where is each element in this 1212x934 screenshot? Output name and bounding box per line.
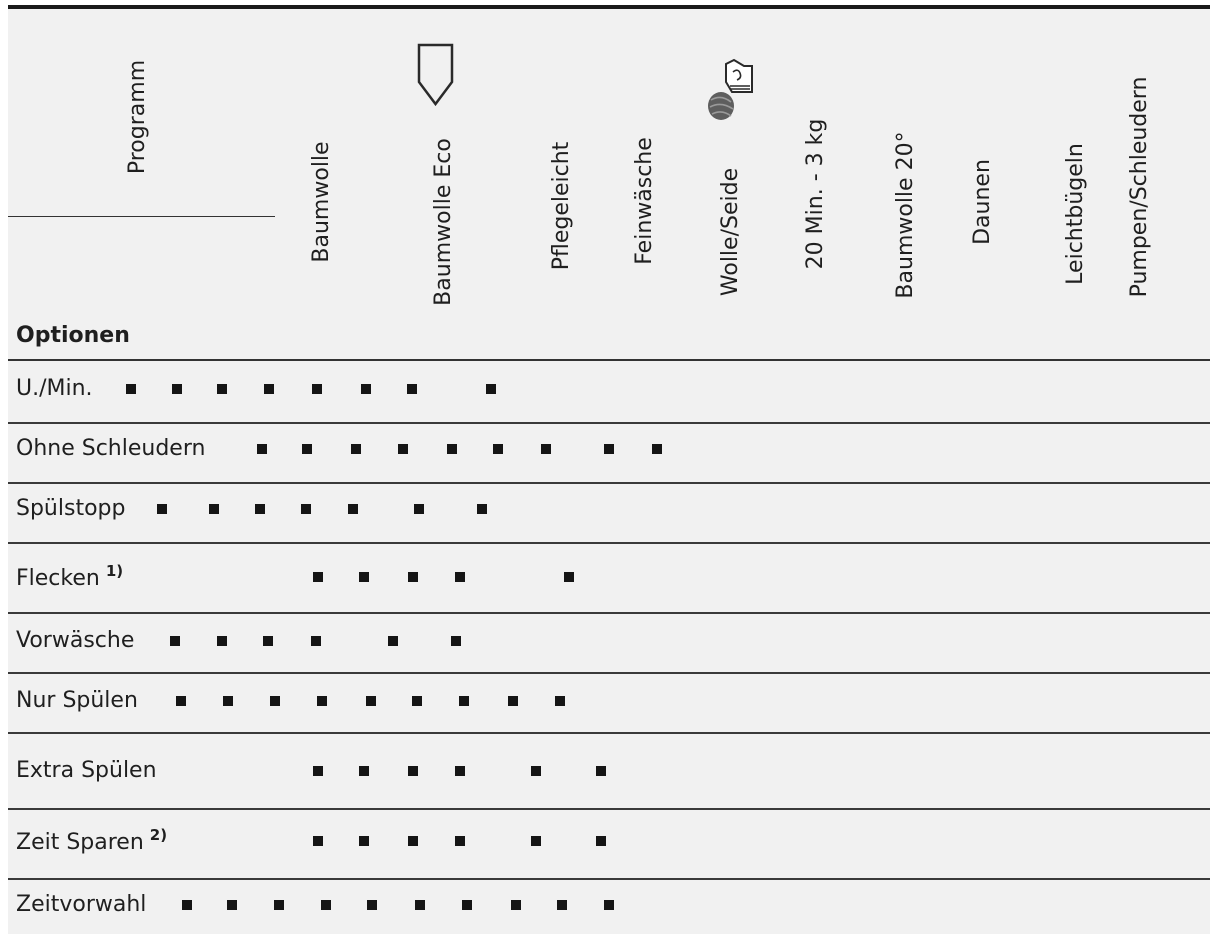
availability-mark — [555, 696, 565, 706]
availability-mark — [511, 900, 521, 910]
availability-mark — [407, 384, 417, 394]
option-label — [16, 630, 134, 652]
program-header-6: 20 Min. - 3 kg — [803, 118, 828, 270]
row-divider — [8, 482, 1210, 484]
availability-mark — [596, 836, 606, 846]
program-header-10: Pumpen/Schleudern — [1127, 76, 1152, 298]
row-divider — [8, 808, 1210, 810]
availability-mark — [564, 572, 574, 582]
availability-mark — [652, 444, 662, 454]
availability-mark — [359, 766, 369, 776]
option-name: Zeitvorwahl — [16, 892, 147, 917]
wool-handwash-icon — [706, 58, 754, 128]
availability-mark — [274, 900, 284, 910]
footnote-marker: 2) — [149, 826, 168, 844]
availability-mark — [361, 384, 371, 394]
program-header-8: Daunen — [970, 159, 995, 245]
availability-mark — [531, 766, 541, 776]
availability-mark — [348, 504, 358, 514]
availability-mark — [313, 572, 323, 582]
option-name: Nur Spülen — [16, 688, 138, 713]
availability-mark — [302, 444, 312, 454]
availability-mark — [541, 444, 551, 454]
availability-mark — [451, 636, 461, 646]
availability-mark — [493, 444, 503, 454]
row-divider — [8, 612, 1210, 614]
option-label — [16, 760, 157, 782]
availability-mark — [359, 572, 369, 582]
top-rule — [8, 5, 1210, 9]
availability-mark — [255, 504, 265, 514]
availability-mark — [557, 900, 567, 910]
availability-mark — [227, 900, 237, 910]
row-divider — [8, 672, 1210, 674]
availability-mark — [170, 636, 180, 646]
availability-mark — [176, 696, 186, 706]
availability-mark — [477, 504, 487, 514]
availability-mark — [263, 636, 273, 646]
row-divider — [8, 542, 1210, 544]
row-divider — [8, 878, 1210, 880]
option-label — [16, 564, 123, 590]
availability-mark — [455, 836, 465, 846]
availability-mark — [408, 766, 418, 776]
row-divider — [8, 732, 1210, 734]
availability-mark — [223, 696, 233, 706]
availability-mark — [408, 572, 418, 582]
availability-mark — [447, 444, 457, 454]
availability-mark — [313, 836, 323, 846]
availability-mark — [367, 900, 377, 910]
corner-options-label: Optionen — [16, 323, 130, 348]
availability-mark — [486, 384, 496, 394]
footnote-marker: 1) — [105, 562, 124, 580]
availability-mark — [455, 766, 465, 776]
availability-mark — [408, 836, 418, 846]
availability-mark — [217, 636, 227, 646]
availability-mark — [508, 696, 518, 706]
option-name: Zeit Sparen — [16, 830, 144, 855]
availability-mark — [257, 444, 267, 454]
availability-mark — [596, 766, 606, 776]
eco-pentagon-icon — [416, 42, 456, 108]
option-name: Vorwäsche — [16, 628, 135, 653]
availability-mark — [388, 636, 398, 646]
availability-mark — [209, 504, 219, 514]
availability-mark — [301, 504, 311, 514]
option-label — [16, 498, 125, 520]
program-header-9: Leichtbügeln — [1063, 143, 1088, 285]
option-name: Extra Spülen — [16, 758, 157, 783]
availability-mark — [359, 836, 369, 846]
availability-mark — [270, 696, 280, 706]
option-label — [16, 828, 167, 854]
availability-mark — [182, 900, 192, 910]
availability-mark — [366, 696, 376, 706]
program-header-4: Feinwäsche — [632, 137, 657, 265]
availability-mark — [264, 384, 274, 394]
availability-mark — [414, 504, 424, 514]
program-header-2: Baumwolle Eco — [431, 138, 456, 306]
program-header-5: Wolle/Seide — [718, 167, 743, 297]
availability-mark — [398, 444, 408, 454]
option-label — [16, 894, 146, 916]
availability-mark — [126, 384, 136, 394]
availability-mark — [455, 572, 465, 582]
program-header-1: Baumwolle — [309, 141, 334, 263]
table-background — [8, 9, 1210, 934]
availability-mark — [531, 836, 541, 846]
program-header-3: Pflegeleicht — [549, 141, 574, 271]
option-label — [16, 438, 205, 460]
availability-mark — [157, 504, 167, 514]
availability-mark — [321, 900, 331, 910]
header-rule — [8, 359, 1210, 361]
availability-mark — [415, 900, 425, 910]
availability-mark — [462, 900, 472, 910]
corner-program-label: Programm — [125, 59, 150, 175]
availability-mark — [217, 384, 227, 394]
availability-mark — [317, 696, 327, 706]
option-name: Ohne Schleudern — [16, 436, 206, 461]
availability-mark — [351, 444, 361, 454]
availability-mark — [312, 384, 322, 394]
availability-mark — [412, 696, 422, 706]
availability-mark — [459, 696, 469, 706]
availability-mark — [311, 636, 321, 646]
row-divider — [8, 422, 1210, 424]
option-label — [16, 690, 138, 712]
option-label — [16, 378, 93, 400]
availability-mark — [313, 766, 323, 776]
availability-mark — [604, 900, 614, 910]
option-name: Spülstopp — [16, 496, 126, 521]
program-header-7: Baumwolle 20° — [893, 131, 918, 299]
option-name: U./Min. — [16, 376, 93, 401]
availability-mark — [604, 444, 614, 454]
availability-mark — [172, 384, 182, 394]
corner-divider — [8, 216, 275, 217]
option-name: Flecken — [16, 566, 100, 591]
